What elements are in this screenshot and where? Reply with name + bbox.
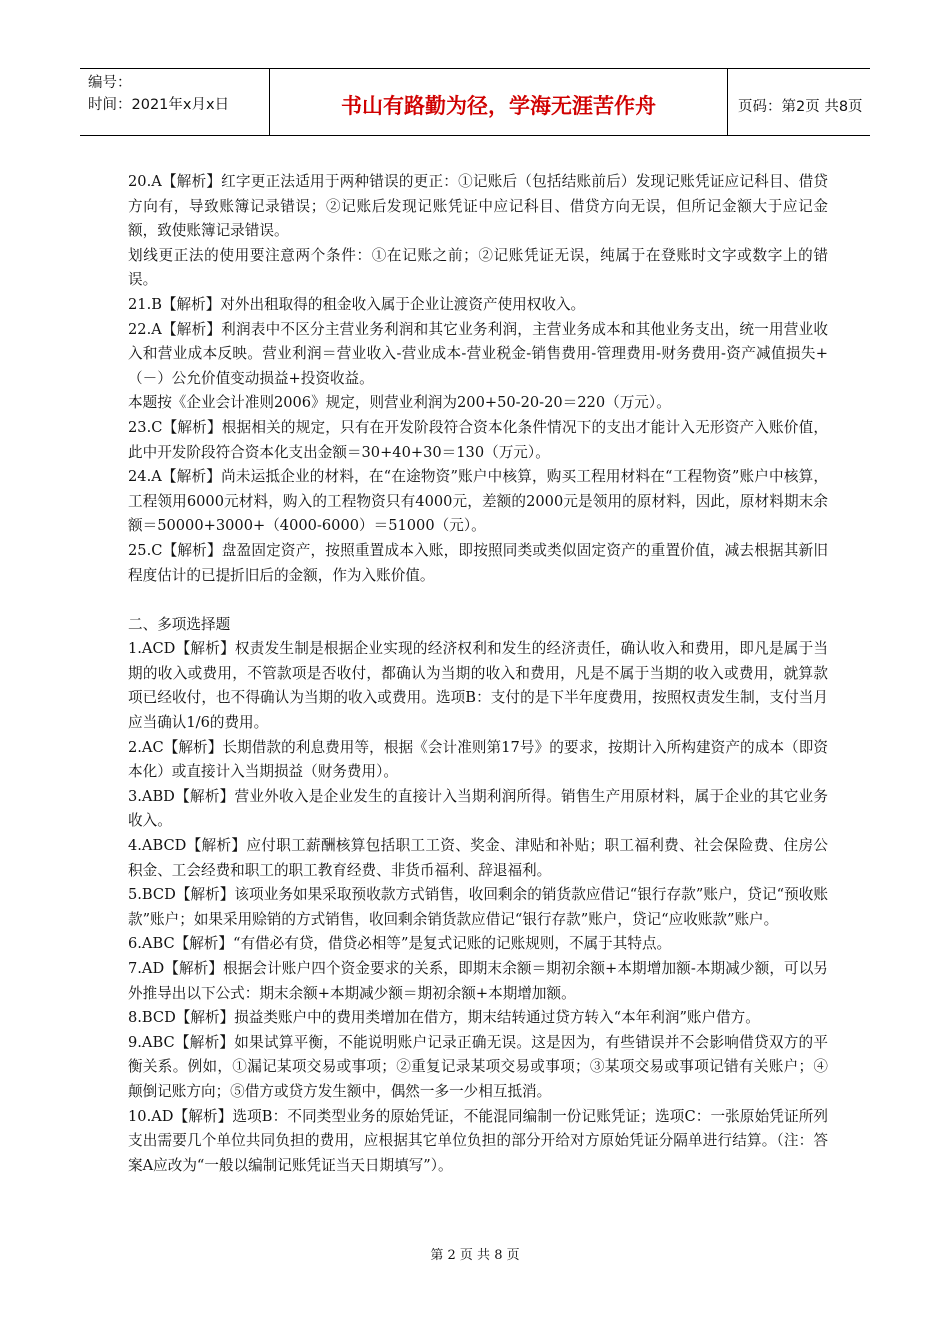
header-meta [80,69,270,135]
time-label: 时间：2021年x月x日 [88,97,230,113]
header-page-info: 页码：第2页 共8页 [738,98,863,115]
mc-answer-4: 4.ABCD【解析】应付职工薪酬核算包括职工工资、奖金、津贴和补贴；职工福利费、社会保险费、住房公积金、工会经费和职工的职工教育经费、非货币福利、辞退福利。 [128,837,828,879]
answer-22: 22.A【解析】利润表中不区分主营业务利润和其它业务利润，主营业务成本和其他业务支出，统一用营业收入和营业成本反映。营业利润＝营业收入-营业成本-营业税金-销售费用-管理费用-财务费用-资产减值损失+（－）公允价值变动损益+投资收益。 [128,320,828,387]
page-footer: 第 2 页 共 8 页 [430,1248,520,1263]
mc-answer-10: 10.AD【解析】选项B：不同类型业务的原始凭证，不能混同编制一份记账凭证；选项C：一张原始凭证所列支出需要几个单位共同负担的费用，应根据其它单位负担的部分开给对方原始凭证分隔单进行结算。（注：答案A应改为“一般以编制记账凭证当天日期填写”）。 [128,1107,828,1174]
mc-answer-6: 6.ABC【解析】“有借必有贷，借贷必相等”是复式记账的记账规则，不属于其特点。 [128,935,672,953]
mc-answer-5: 5.BCD【解析】该项业务如果采取预收款方式销售，收回剩余的销货款应借记“银行存款”账户，贷记“预收账款”账户；如果采用赊销的方式销售，收回剩余销货款应借记“银行存款”账户，贷记“应收账款”账户。 [128,886,828,928]
mc-answer-3: 3.ABD【解析】营业外收入是企业发生的直接计入当期利润所得。销售生产用原材料，属于企业的其它业务收入。 [128,787,828,830]
answer-25: 25.C【解析】盘盈固定资产，按照重置成本入账，即按照同类或类似固定资产的重置价值，减去根据其新旧程度估计的已提折旧后的金额，作为入账价值。 [128,541,828,584]
section-title-multiple-choice: 二、多项选择题 [128,615,231,633]
page-header [80,68,870,136]
serial-label: 编号： [88,75,132,91]
answer-24: 24.A【解析】尚未运抵企业的材料，在“在途物资”账户中核算，购买工程用材料在“工程物资”账户中核算，工程领用6000元材料，购入的工程物资只有4000元，差额的2000元是领用的原材料，因此，原材料期末余额＝50000+3000+（4000-6000）＝51000（元）。 [128,468,828,535]
mc-answer-8: 8.BCD【解析】损益类账户中的费用类增加在借方，期末结转通过贷方转入“本年利润”账户借方。 [128,1009,760,1027]
mc-answer-2: 2.AC【解析】长期借款的利息费用等，根据《会计准则第17号》的要求，按期计入所构建资产的成本（即资本化）或直接计入当期损益（财务费用）。 [128,738,828,781]
answer-20-note: 划线更正法的使用要注意两个条件：①在记账之前；②记账凭证无误，纯属于在登账时文字或数字上的错误。 [128,246,828,289]
answer-21: 21.B【解析】对外出租取得的租金收入属于企业让渡资产使用权收入。 [128,295,586,313]
answer-23: 23.C【解析】根据相关的规定，只有在开发阶段符合资本化条件情况下的支出才能计入无形资产入账价值，此中开发阶段符合资本化支出金额＝30+40+30＝130（万元）。 [128,418,828,461]
answer-20: 20.A【解析】红字更正法适用于两种错误的更正：①记账后（包括结账前后）发现记账凭证应记科目、借贷方向有，导致账簿记录错误；②记账后发现记账凭证中应记科目、借贷方向无误，但所记金额大于应记金额，致使账簿记录错误。 [128,173,828,240]
mc-answer-7: 7.AD【解析】根据会计账户四个资金要求的关系，即期末余额＝期初余额+本期增加额-本期减少额，可以另外推导出以下公式：期末余额+本期减少额＝期初余额+本期增加额。 [128,960,828,1002]
mc-answer-9: 9.ABC【解析】如果试算平衡，不能说明账户记录正确无误。这是因为，有些错误并不会影响借贷双方的平衡关系。例如，①漏记某项交易或事项；②重复记录某项交易或事项；③某项交易或事项记错有关账户；④颠倒记账方向；⑤借方或贷方发生额中，偶然一多一少相互抵消。 [128,1033,828,1100]
header-motto: 书山有路勤为径，学海无涯苦作舟 [270,69,728,135]
answer-22-note: 本题按《企业会计准则2006》规定，则营业利润为200+50-20-20＝220（万元）。 [128,394,671,412]
document-body [128,170,828,1178]
mc-answer-1: 1.ACD【解析】权责发生制是根据企业实现的经济权利和发生的经济责任，确认收入和费用，即凡是属于当期的收入或费用，不管款项是否收付，都确认为当期的收入和费用，凡是不属于当期的收入或费用，就算款项已经收付，也不得确认为当期的收入或费用。选项B：支付的是下半年度费用，按照权责发生制，支付当月应当确认1/6的费用。 [128,640,828,732]
